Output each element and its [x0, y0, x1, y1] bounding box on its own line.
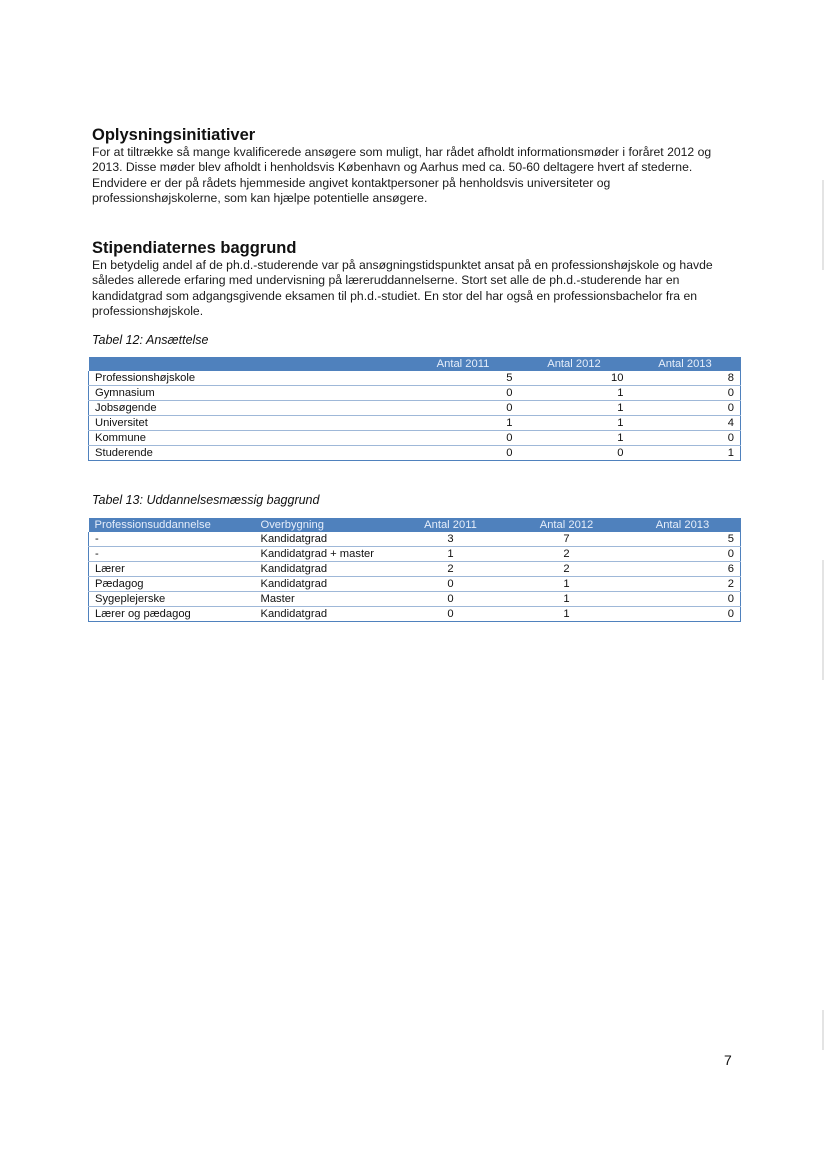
column-header: Professionsuddannelse [89, 518, 255, 532]
table-cell: 2 [625, 577, 741, 592]
table-cell: 1 [630, 446, 741, 461]
table-cell: 1 [509, 592, 625, 607]
table-cell: 0 [408, 386, 519, 401]
page-number: 7 [724, 1052, 732, 1068]
scan-edge-mark [822, 560, 824, 680]
table-cell: 0 [393, 592, 509, 607]
table-cell: 0 [393, 607, 509, 622]
table-cell: 10 [519, 371, 630, 386]
table-row [89, 562, 741, 577]
column-header: Overbygning [255, 518, 393, 532]
table-caption: Tabel 13: Uddannelsesmæssig baggrund [92, 493, 320, 507]
column-header: Antal 2012 [509, 518, 625, 532]
table-cell: Kommune [89, 431, 408, 446]
table-header-row [89, 357, 741, 371]
table-cell: 0 [519, 446, 630, 461]
table-cell: Universitet [89, 416, 408, 431]
table-cell: 0 [625, 547, 741, 562]
table-row [89, 371, 741, 386]
column-header: Antal 2013 [625, 518, 741, 532]
table-cell: Kandidatgrad [255, 532, 393, 547]
table-row [89, 592, 741, 607]
table-row [89, 532, 741, 547]
table-header-row [89, 518, 741, 532]
table-cell: Jobsøgende [89, 401, 408, 416]
table-cell: 2 [509, 547, 625, 562]
table-cell: Gymnasium [89, 386, 408, 401]
table-cell: 1 [519, 401, 630, 416]
table-caption: Tabel 12: Ansættelse [92, 333, 209, 347]
scan-edge-mark [822, 1010, 824, 1050]
table-cell: Lærer [89, 562, 255, 577]
table-row [89, 607, 741, 622]
section-paragraph: En betydelig andel af de ph.d.-studerende var på ansøgningstidspunktet ansat på en professionshøjskole og havde således allerede erfaring med undervisning på læreruddannelserne. Stort set alle de ph.d.-studerende har en kandidatgrad som adgangsgivende eksamen til ph.d.-studiet. En stor del har også en professionsbachelor fra en professionshøjskole. [92, 258, 713, 319]
table-cell: 3 [393, 532, 509, 547]
table-uddannelsesmaessig-baggrund [88, 518, 741, 622]
table-cell: 0 [625, 592, 741, 607]
section-paragraph: For at tiltrække så mange kvalificerede ansøgere som muligt, har rådet afholdt informationsmøder i foråret 2012 og 2013. Disse møder blev afholdt i henholdsvis København og Aarhus med ca. 50-60 deltagere hvert af stederne. Endvidere er der på rådets hjemmeside angivet kontaktpersoner på henholdsvis universiteter og professionshøjskolerne, som kan hjælpe potentielle ansøgere. [92, 145, 712, 206]
table-cell: 0 [393, 577, 509, 592]
table-cell: Studerende [89, 446, 408, 461]
table-cell: 0 [408, 401, 519, 416]
table-cell: Master [255, 592, 393, 607]
table-cell: 1 [393, 547, 509, 562]
table-row [89, 386, 741, 401]
section-heading: Stipendiaternes baggrund [92, 239, 297, 257]
table-cell: 0 [625, 607, 741, 622]
table-cell: Lærer og pædagog [89, 607, 255, 622]
table-cell: Kandidatgrad [255, 607, 393, 622]
table-cell: 4 [630, 416, 741, 431]
table-cell: Kandidatgrad [255, 562, 393, 577]
table-cell: 7 [509, 532, 625, 547]
table-cell: 0 [408, 431, 519, 446]
table-cell: Professionshøjskole [89, 371, 408, 386]
table-cell: 0 [408, 446, 519, 461]
table-cell: 1 [519, 386, 630, 401]
table-cell: 5 [408, 371, 519, 386]
table-cell: Kandidatgrad [255, 577, 393, 592]
scan-edge-mark [822, 180, 824, 270]
table-cell: Sygeplejerske [89, 592, 255, 607]
table-cell: Kandidatgrad + master [255, 547, 393, 562]
column-header: Antal 2013 [630, 357, 741, 371]
table-cell: 1 [408, 416, 519, 431]
table-cell: 2 [509, 562, 625, 577]
table-cell: 0 [630, 386, 741, 401]
table-row [89, 401, 741, 416]
table-cell: 6 [625, 562, 741, 577]
table-row [89, 577, 741, 592]
table-cell: 2 [393, 562, 509, 577]
table-cell: 1 [509, 577, 625, 592]
column-header: Antal 2011 [393, 518, 509, 532]
column-header: Antal 2012 [519, 357, 630, 371]
table-ansaettelse [88, 357, 741, 461]
table-cell: - [89, 547, 255, 562]
section-oplysningsinitiativer [92, 126, 740, 207]
table-row [89, 431, 741, 446]
table-row [89, 547, 741, 562]
table-row [89, 446, 741, 461]
column-header: Antal 2011 [408, 357, 519, 371]
table-cell: 0 [630, 401, 741, 416]
section-heading: Oplysningsinitiativer [92, 126, 256, 144]
table-cell: 1 [519, 416, 630, 431]
column-header [89, 357, 408, 371]
table-cell: 1 [509, 607, 625, 622]
table-row [89, 416, 741, 431]
table-cell: 1 [519, 431, 630, 446]
table-cell: Pædagog [89, 577, 255, 592]
table-cell: 8 [630, 371, 741, 386]
section-stipendiaternes-baggrund [92, 239, 740, 320]
table-cell: 5 [625, 532, 741, 547]
table-cell: - [89, 532, 255, 547]
table-cell: 0 [630, 431, 741, 446]
